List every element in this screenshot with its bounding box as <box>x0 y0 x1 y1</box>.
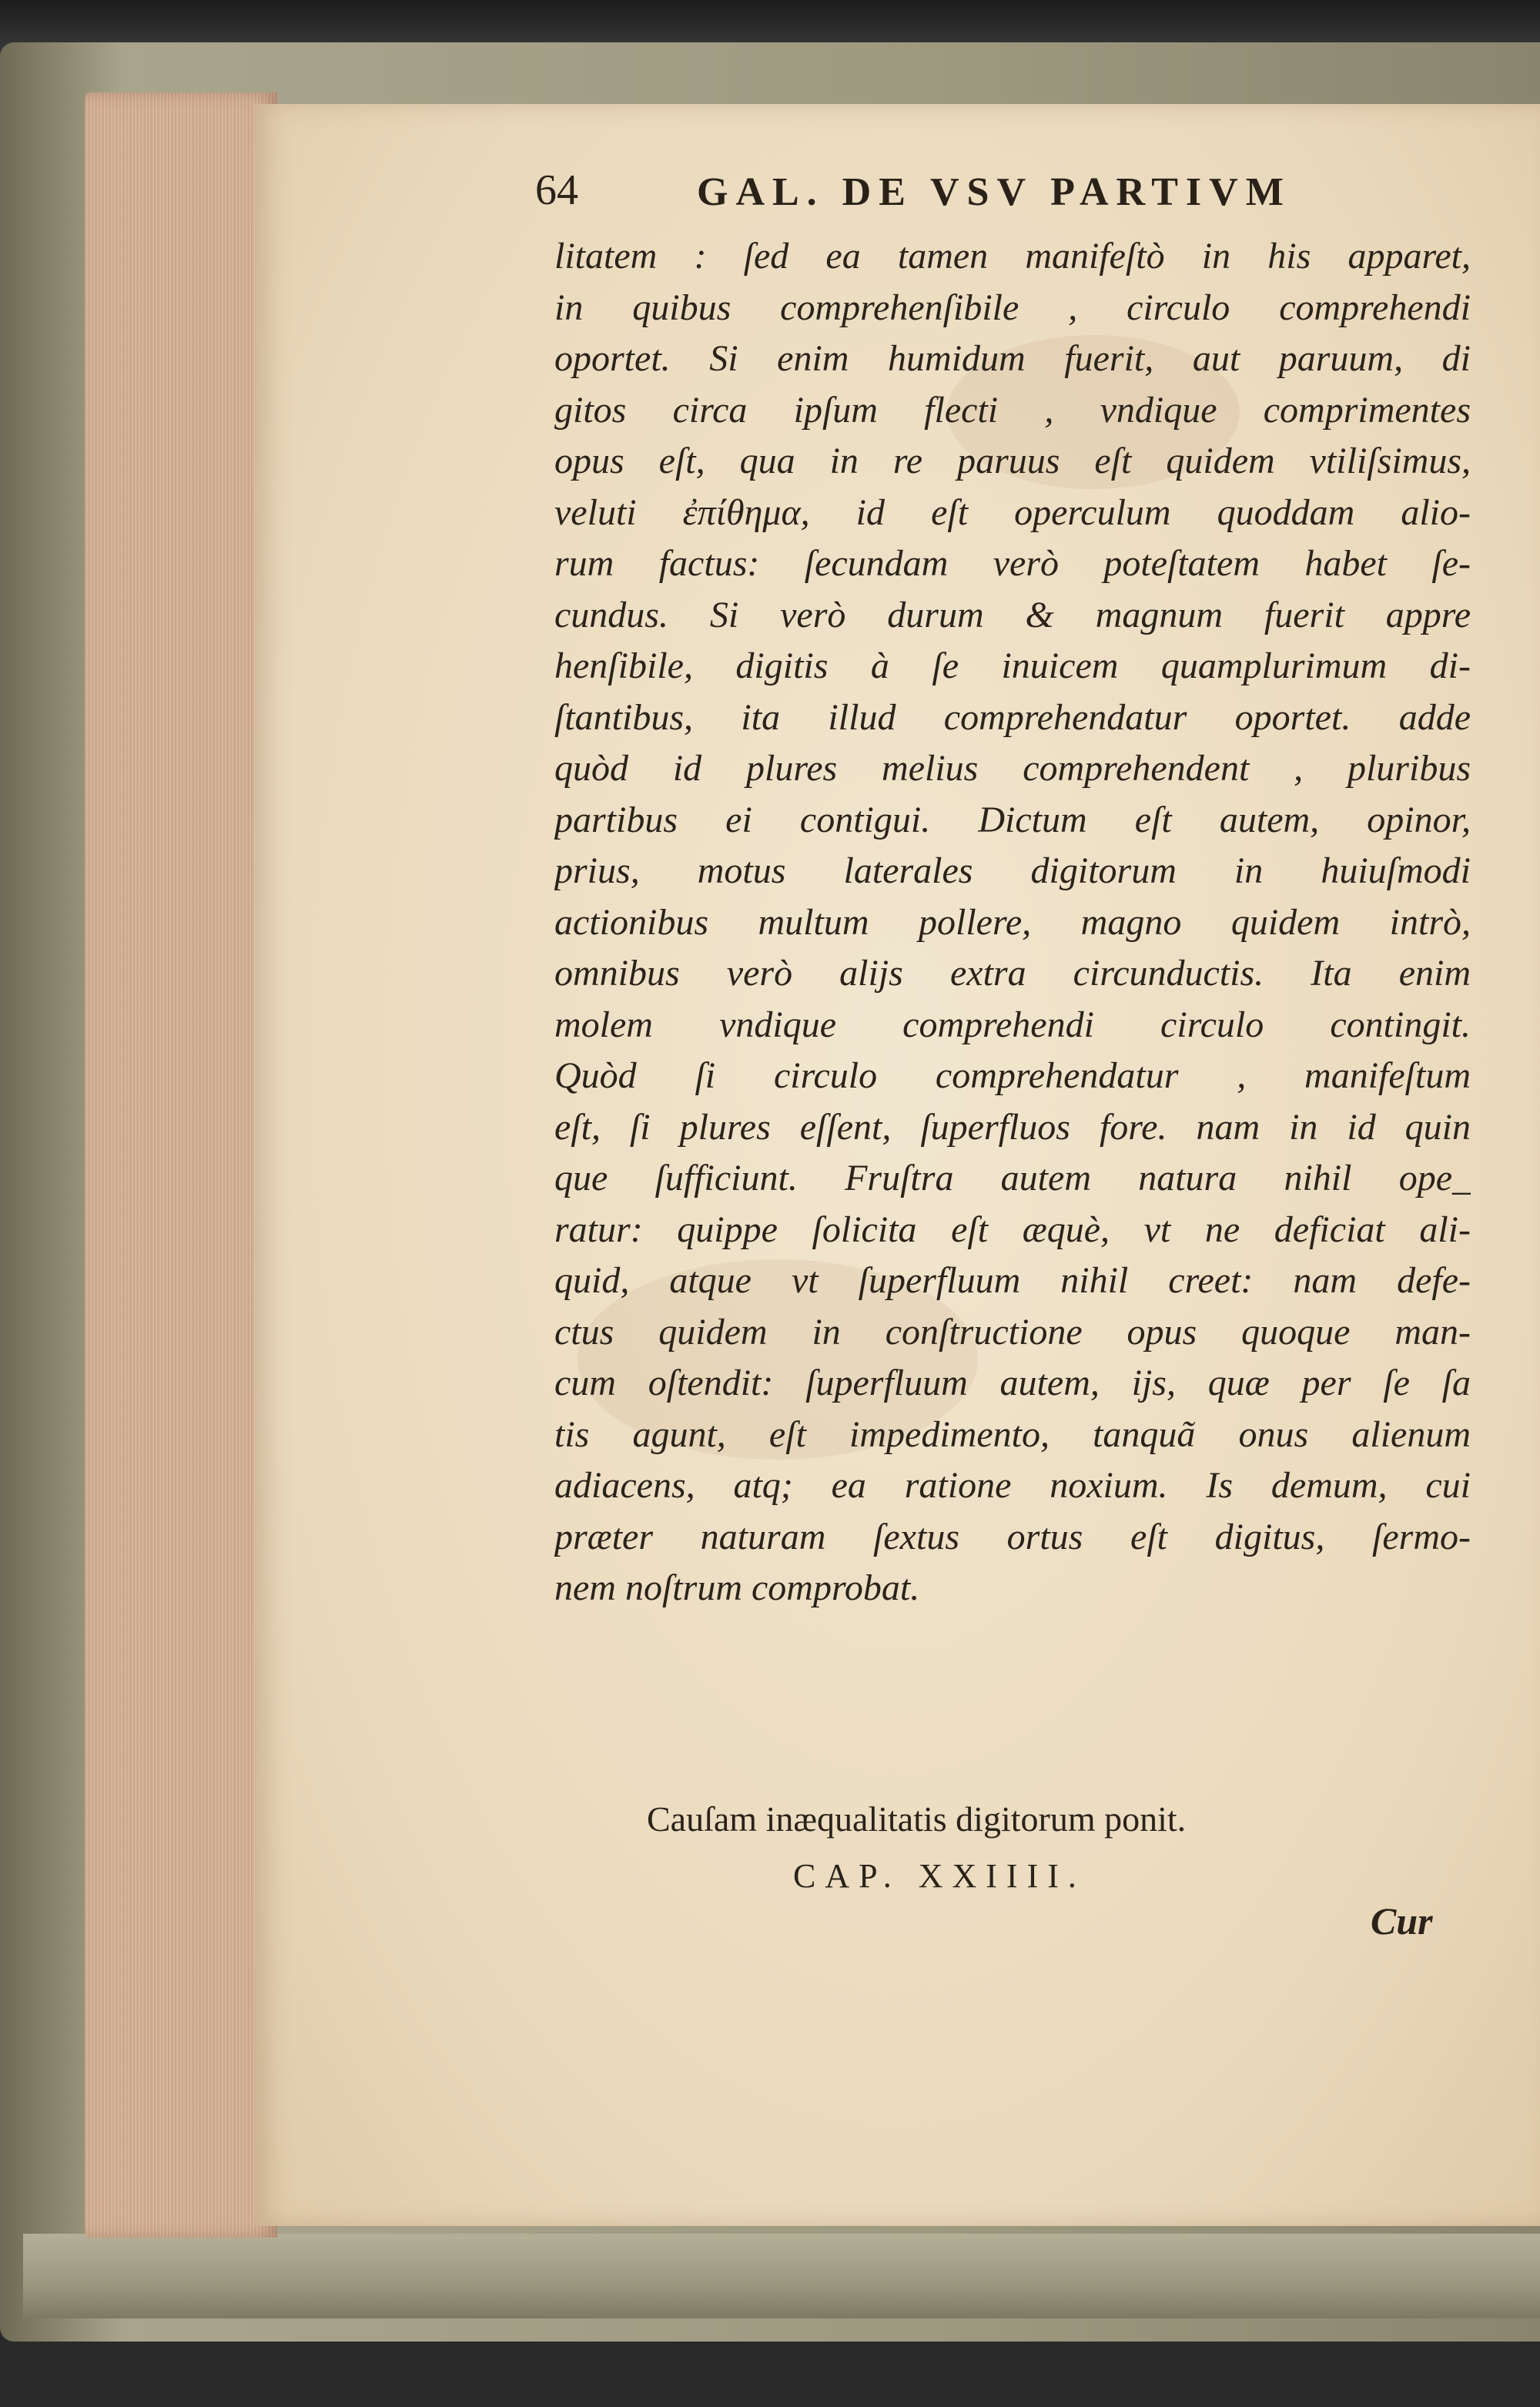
chapter-summary: Cauſam inæqualitatis digitorum ponit. <box>647 1799 1187 1839</box>
text-line: eſt, ſi plures eſſent, ſuperfluos fore. nam in id quin <box>554 1106 1471 1148</box>
text-line: adiacens, atq; ea ratione noxium. Is demum, cui <box>554 1465 1471 1506</box>
catchword: Cur <box>1371 1899 1433 1943</box>
text-line: ſtantibus, ita illud comprehendatur oportet. adde <box>554 696 1471 738</box>
text-line: omnibus verò alijs extra circunductis. Ita enim <box>554 953 1471 994</box>
page-fore-edges <box>85 92 277 2238</box>
text-line: in quibus comprehenſibile , circulo comprehendi <box>554 287 1471 328</box>
text-line: molem vndique comprehendi circulo contingit. <box>554 1004 1471 1045</box>
running-head-title: GAL. DE VSV PARTIVM <box>697 170 1291 214</box>
text-line: tis agunt, eſt impedimento, tanquã onus alienum <box>554 1413 1471 1455</box>
binding-lower-edge <box>23 2234 1540 2318</box>
text-line: cundus. Si verò durum & magnum fuerit appre <box>554 594 1471 635</box>
text-line: veluti ἐπίθημα, id eſt operculum quoddam alio- <box>554 491 1471 533</box>
text-line: partibus ei contigui. Dictum eſt autem, opinor, <box>554 799 1471 840</box>
body-text <box>554 231 1471 1787</box>
text-line: opus eſt, qua in re paruus eſt quidem vtiliſsimus, <box>554 441 1471 481</box>
text-line: litatem : ſed ea tamen manifeſtò in his apparet, <box>554 236 1471 277</box>
text-line: quòd id plures melius comprehendent , pluribus <box>554 748 1471 789</box>
text-line: que ſufficiunt. Fruſtra autem natura nihil ope_ <box>554 1158 1471 1198</box>
text-line: Quòd ſi circulo comprehendatur , manifeſtum <box>554 1055 1471 1096</box>
text-line: oportet. Si enim humidum fuerit, aut paruum, di <box>554 338 1471 379</box>
text-line: prius, motus laterales digitorum in huiuſmodi <box>554 850 1471 891</box>
text-line: cum oſtendit: ſuperfluum autem, ijs, quæ per ſe ſa <box>554 1363 1471 1403</box>
text-line: ctus quidem in conſtructione opus quoque man- <box>554 1311 1471 1353</box>
text-line: præter naturam ſextus ortus eſt digitus, ſermo- <box>554 1516 1471 1557</box>
page-number: 64 <box>535 166 578 214</box>
text-line: actionibus multum pollere, magno quidem intrò, <box>554 901 1471 943</box>
text-line: gitos circa ipſum flecti , vndique comprimentes <box>554 389 1471 431</box>
text-line: rum factus: ſecundam verò poteſtatem habet ſe- <box>554 543 1471 584</box>
text-line: nem noſtrum comprobat. <box>554 1567 920 1608</box>
text-line: ratur: quippe ſolicita eſt æquè, vt ne deficiat ali- <box>554 1209 1471 1250</box>
text-line: quid, atque vt ſuperfluum nihil creet: nam defe- <box>554 1260 1471 1301</box>
chapter-heading: CAP. XXIIII. <box>793 1857 1086 1895</box>
text-line: henſibile, digitis à ſe inuicem quamplurimum di- <box>554 645 1471 686</box>
running-head <box>535 166 1382 220</box>
